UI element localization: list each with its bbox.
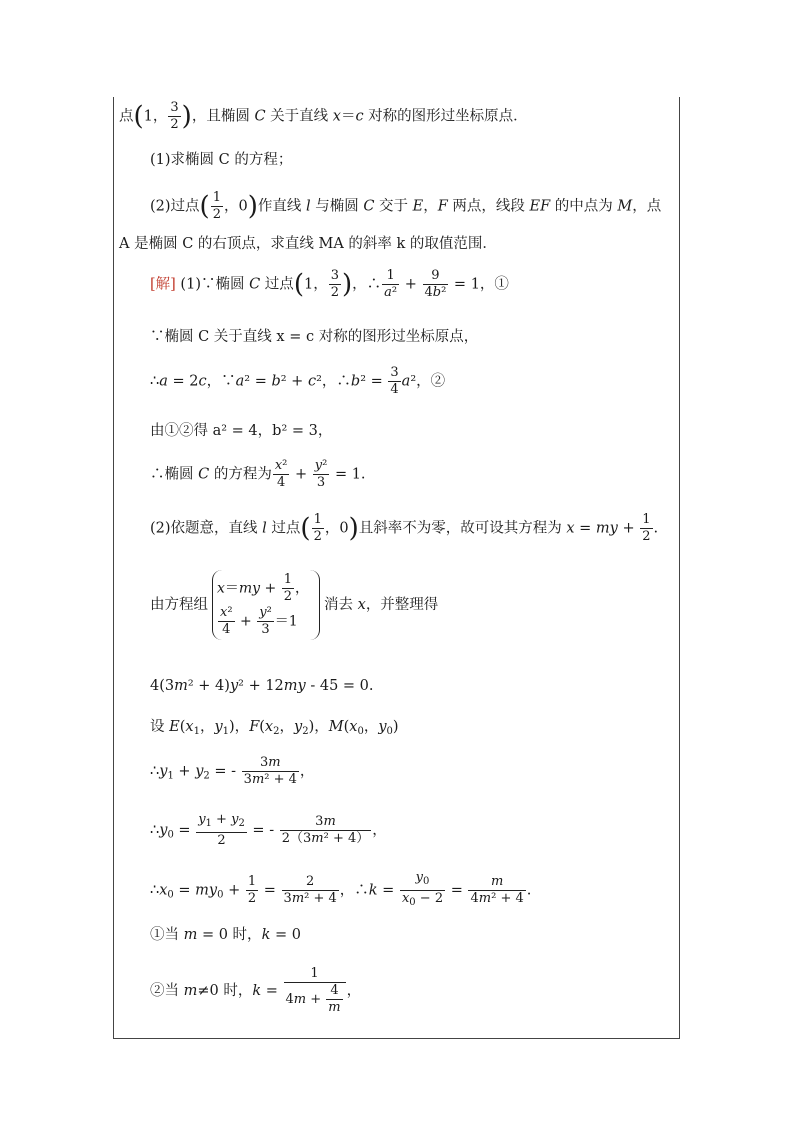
question-2-line-2: A 是椭圆 C 的右顶点，求直线 MA 的斜率 k 的取值范围． <box>119 236 497 252</box>
problem-line-1: 点(1， $\frac{3}{2}$ )，且椭圆 C 关于直线 x＝c 对称的图形过坐标原点． <box>119 100 528 132</box>
solution-step-12: $\therefore x_0 = my_0$ + $\frac{1}{2}$ = $\frac{2}{\text{3m² + 4}}$ ，∴k = $\frac{y_0}{x_0 - 2}$ = $\frac{m}{\text{4m² + 4}}$ . <box>150 870 531 911</box>
solution-step-2: ∵椭圆 C 关于直线 x = c 对称的图形过坐标原点， <box>150 329 479 345</box>
solution-step-7: 由方程组 x＝my + $\frac{1}{2}$ ， $\frac{\text{x²}}{4}$ + $\frac{\text{y²}}{3}$ ＝1 消去 x，并整理得 <box>150 570 438 640</box>
solution-step-10: $\therefore y_1 + y_2$ = - $\frac{3m}{\text{3m² + 4}}$ ， <box>150 755 315 787</box>
solution-step-13: ①当 m = 0 时，k = 0 <box>150 927 301 943</box>
question-1: (1)求椭圆 C 的方程； <box>150 152 293 168</box>
solution-tag: [解] <box>150 276 176 293</box>
solution-step-9: 设 $E(x_1$，$y_1$)，$F(x_2$，$y_2$)，$M(x_0$，$y_0$) <box>150 719 399 737</box>
solution-step-14: ②当 m≠0 时，k = 1 4m + $\frac{4}{m}$ ， <box>150 966 362 1015</box>
solution-step-8: 4(3m² + 4)y² + 12my - 45 = 0. <box>150 678 374 694</box>
solution-step-3: ∴a = 2c，∵a² = b² + c²，∴b² = $\frac{3}{4}$ a²，② <box>150 365 446 397</box>
solution-step-4: 由①②得 a² = 4，b² = 3， <box>150 423 333 439</box>
solution-step-11: $\therefore y_0$ = $\frac{y_1 + y_2}{2}$ = - $\frac{3m}{\text{2（3m² + 4）}}$ ， <box>150 812 387 848</box>
solution-step-5: ∴椭圆 C 的方程为 $\frac{\text{x²}}{4}$ + $\frac{\text{y²}}{3}$ = 1. <box>150 458 366 490</box>
solution-step-6: (2)依题意，直线 l 过点( $\frac{1}{2}$ ，0)且斜率不为零，故可设其方程为 x = my + $\frac{1}{2}$ . <box>150 512 659 544</box>
solution-step-1: [解] (1)∵椭圆 C 过点(1， $\frac{3}{2}$ )，∴ $\frac{1}{\text{a²}}$ + $\frac{9}{\text{4b²}}$ = 1，① <box>150 268 509 300</box>
equation-system: x＝my + $\frac{1}{2}$ ， $\frac{\text{x²}}{4}$ + $\frac{\text{y²}}{3}$ ＝1 <box>212 570 320 640</box>
question-2-line-1: (2)过点( $\frac{1}{2}$ ，0)作直线 l 与椭圆 C 交于 E，F 两点，线段 EF 的中点为 M，点 <box>150 190 662 222</box>
